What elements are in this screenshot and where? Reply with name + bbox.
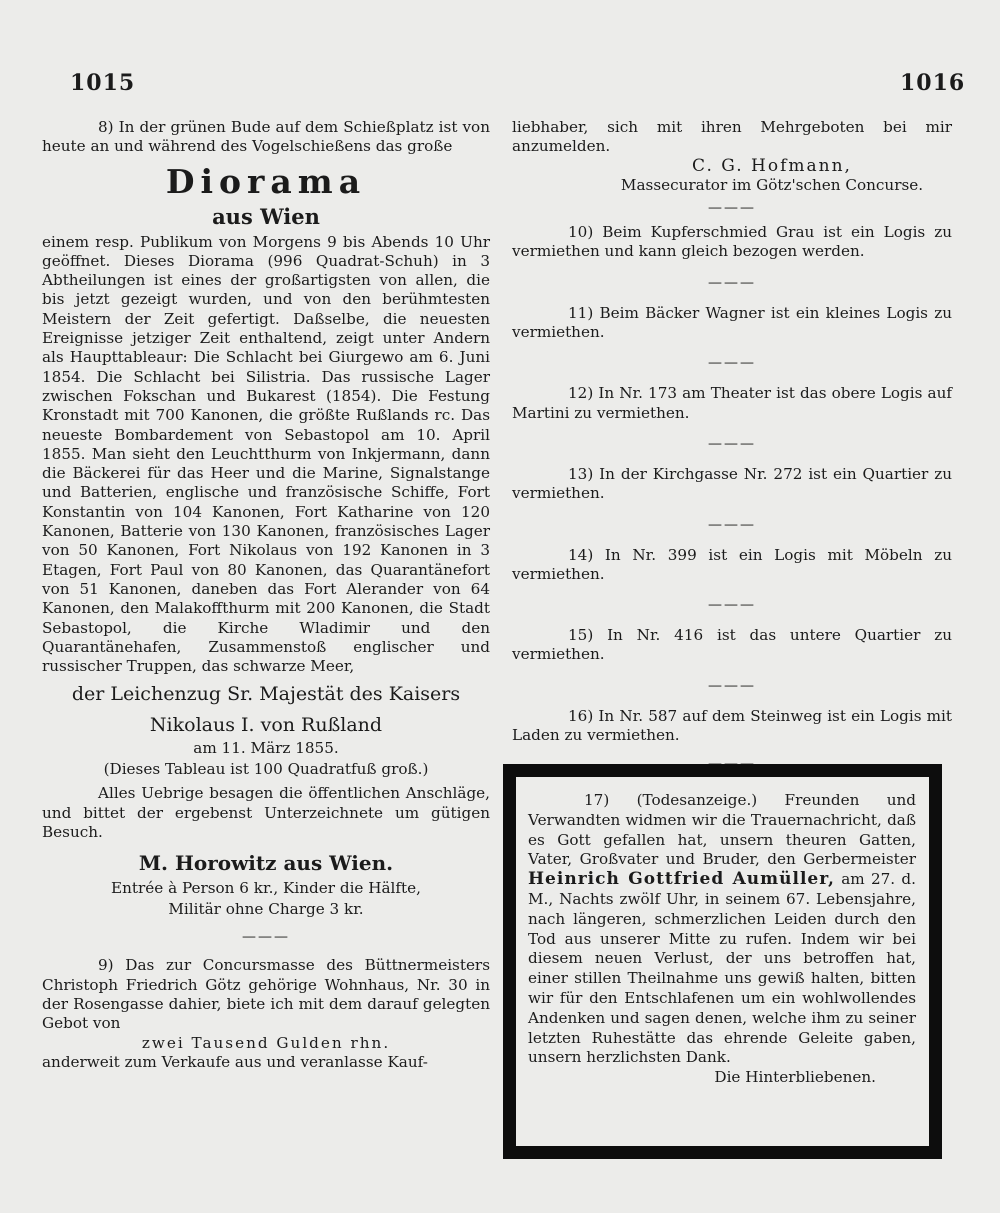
- ad9-amount: zwei Tausend Gulden rhn.: [141, 1033, 391, 1052]
- separator: ———: [708, 200, 756, 217]
- page-number-left: 1015: [70, 70, 136, 96]
- death-notice-content: [528, 791, 916, 1088]
- separator: ———: [708, 435, 756, 452]
- ad15: 15) In Nr. 416 ist das untere Quartier zu vermiethen.: [512, 626, 952, 664]
- death-notice-text: [528, 791, 916, 1068]
- ad11: 11) Beim Bäcker Wagner ist ein kleines Logis zu vermiethen.: [512, 303, 952, 342]
- ad16: 16) In Nr. 587 auf dem Steinweg ist ein Logis mit Laden zu vermiethen.: [512, 706, 952, 745]
- ad9-continued: liebhaber, sich mit ihren Mehrgeboten bei mir anzumelden.: [512, 118, 952, 156]
- diorama-signature: M. Horowitz aus Wien.: [138, 851, 394, 876]
- entry-price-2: Militär ohne Charge 3 kr.: [168, 900, 364, 919]
- closing-text: Alles Uebrige besagen die öffentlichen Anschläge, und bittet der ergebenst Unterzeichnete um gütigen Besuch.: [42, 784, 490, 842]
- diorama-title: Diorama: [165, 161, 367, 201]
- procession-date: am 11. März 1855.: [193, 739, 339, 758]
- death-notice-intro: 17) (Todesanzeige.) Freunden und Verwandten widmen wir die Trauernachricht, daß es Gott gefallen hat, unsern theuren Gatten, Vater, Großvater und Bruder, den Gerbermeister: [528, 791, 916, 869]
- entry-price-1: Entrée à Person 6 kr., Kinder die Hälfte,: [111, 879, 421, 898]
- ad8-intro: 8) In der grünen Bude auf dem Schießplatz ist von heute an und während des Vogelschießens das große: [42, 118, 490, 156]
- ad14: 14) In Nr. 399 ist ein Logis mit Möbeln zu vermiethen.: [512, 545, 952, 583]
- ad9-signature: C. G. Hofmann,: [692, 155, 852, 176]
- right-column: [512, 118, 952, 783]
- diorama-origin: aus Wien: [212, 203, 320, 229]
- separator: ———: [708, 274, 756, 291]
- separator: ———: [708, 756, 756, 773]
- deceased-name: Heinrich Gottfried Aumüller,: [528, 869, 835, 890]
- death-notice-box: [503, 764, 942, 1159]
- separator: ———: [708, 597, 756, 614]
- death-notice-signature: Die Hinterbliebenen.: [714, 1068, 876, 1087]
- death-notice-body: am 27. d. M., Nachts zwölf Uhr, in seinem 67. Lebensjahre, nach längeren, schmerzlichen Leiden durch den Tod aus unserer Mitte zu rufen. Indem wir bei diesem neuen Verlust, der uns betroffen hat, einer stillen Theilnahme uns gewiß halten, bitten wir für den Entschlafenen um ein wohlwollendes Andenken und sagen denen, welche ihm zu seiner letzten Ruhestätte das ehrende Geleite gaben, unsern herzlichsten Dank.: [528, 870, 916, 1067]
- separator: ———: [242, 929, 290, 946]
- separator: ———: [708, 677, 756, 694]
- ad9-tail: anderweit zum Verkaufe aus und veranlasse Kauf-: [42, 1052, 428, 1071]
- ad12: 12) In Nr. 173 am Theater ist das obere Logis auf Martini zu vermiethen.: [512, 384, 952, 422]
- diorama-body: einem resp. Publikum von Morgens 9 bis Abends 10 Uhr geöffnet. Dieses Diorama (996 Quadrat-Schuh) in 3 Abtheilungen ist eines der großartigsten von allen, die bis jetzt gezeigt wurden, und von den berühmtesten Meistern der Zeit gefertigt. Daßselbe, die neuesten Ereignisse jetziger Zeit enthaltend, zeigt unter Andern als Haupttableaur: Die Schlacht bei Giurgewo am 6. Juni 1854. Die Schlacht bei Silistria. Das russische Lager zwischen Fokschan und Bukarest (1854). Die Festung Kronstadt mit 700 Kanonen, die größte Rußlands rc. Das neueste Bombardement von Sebastopol am 10. April 1855. Man sieht den Leuchtthurm von Inkjermann, dann die Bäckerei für das Heer und die Marine, Signalstange und Batterien, englische und französische Schiffe, Fort Konstantin von 104 Kanonen, Fort Katharine von 120 Kanonen, Batterie von 130 Kanonen, französisches Lager von 50 Kanonen, Fort Nikolaus von 192 Kanonen in 3 Etagen, Fort Paul von 80 Kanonen, das Quarantänefort von 51 Kanonen, daneben das Fort Alerander von 64 Kanonen, den Malakoffthurm mit 200 Kanonen, die Stadt Sebastopol, die Kirche Wladimir und den Quarantänehafen, Zusammenstoß englischer und russischer Truppen, das schwarze Meer,: [42, 232, 490, 676]
- separator: ———: [708, 355, 756, 372]
- ad10: 10) Beim Kupferschmied Grau ist ein Logis zu vermiethen und kann gleich bezogen werden.: [512, 223, 952, 261]
- ad13: 13) In der Kirchgasse Nr. 272 ist ein Quartier zu vermiethen.: [512, 464, 952, 503]
- ad9-role: Massecurator im Götz'schen Concurse.: [620, 175, 924, 194]
- tableau-size: (Dieses Tableau ist 100 Quadratfuß groß.): [103, 760, 429, 779]
- procession-line-1: der Leichenzug Sr. Majestät des Kaisers: [71, 683, 461, 706]
- separator: ———: [708, 516, 756, 533]
- ad9-text: 9) Das zur Concursmasse des Büttnermeisters Christoph Friedrich Götz gehörige Wohnhaus, Nr. 30 in der Rosengasse dahier, biete ich mit dem darauf gelegten Gebot von: [42, 956, 490, 1033]
- page-number-right: 1016: [900, 70, 966, 96]
- procession-line-2: Nikolaus I. von Rußland: [149, 714, 383, 737]
- left-column: [42, 118, 490, 1072]
